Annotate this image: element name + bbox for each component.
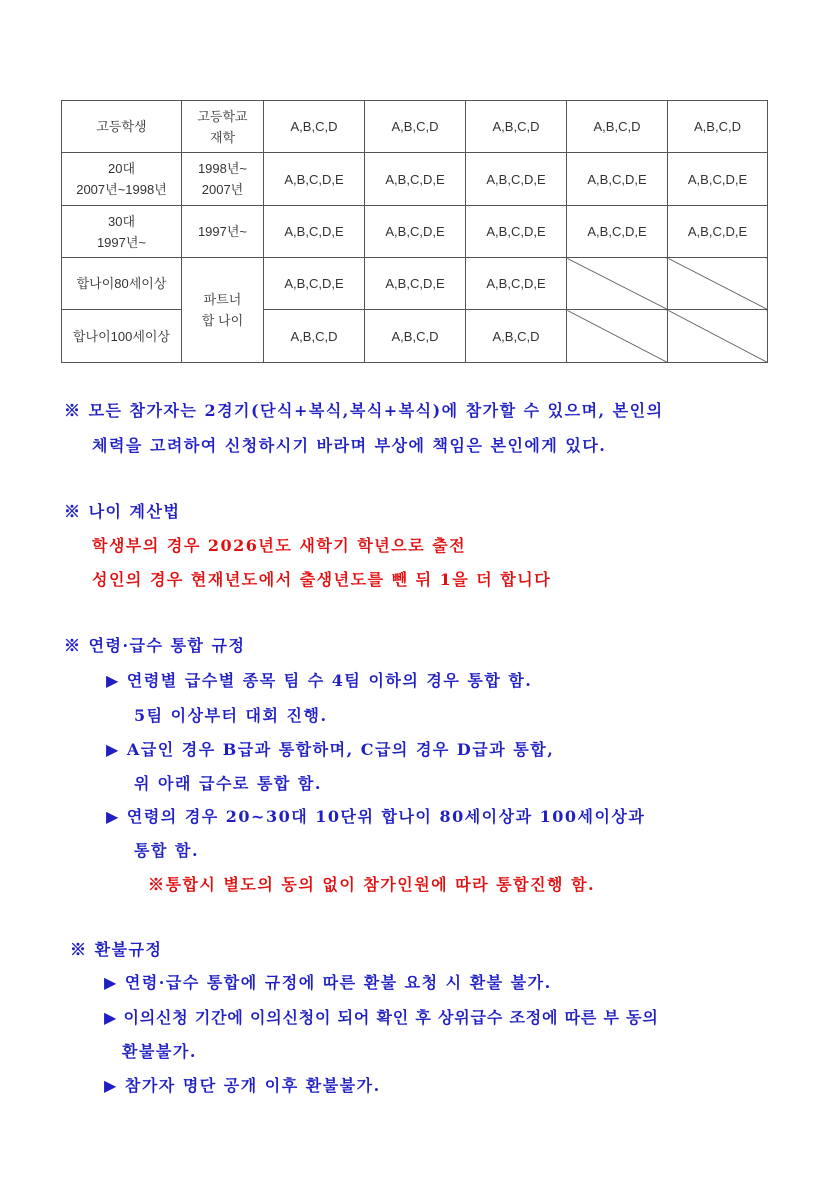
merge-rule-2-cont: 위 아래 급수로 통합 함.: [134, 774, 322, 793]
table-cell: A,B,C,D: [668, 101, 768, 153]
table-cell: A,B,C,D: [365, 101, 466, 153]
age-calc-adult: 성인의 경우 현재년도에서 출생년도를 뺀 뒤 1을 더 합니다: [92, 570, 552, 589]
table-row: [62, 206, 768, 258]
empty-diagonal-cell: [668, 258, 768, 310]
refund-rule-1: ▶ 연령·급수 통합에 규정에 따른 환불 요청 시 환불 불가.: [104, 973, 552, 992]
table-cell: A,B,C,D: [264, 101, 365, 153]
empty-diagonal-cell: [668, 310, 768, 363]
table-cell: A,B,C,D,E: [365, 206, 466, 258]
table-row: [62, 101, 768, 153]
participation-notice-line1: ※ 모든 참가자는 2경기(단식+복식,복식+복식)에 참가할 수 있으며, 본인의: [64, 401, 664, 420]
table-cell: A,B,C,D,E: [264, 258, 365, 310]
row-label: 30대 1997년~: [62, 206, 182, 258]
merge-rule-1-cont: 5팀 이상부터 대회 진행.: [134, 706, 328, 725]
partner-age-label: 파트너 합 나이: [182, 258, 264, 363]
merge-rule-3-cont: 통합 함.: [134, 841, 200, 860]
table-cell: A,B,C,D,E: [567, 206, 668, 258]
division-table: [61, 100, 768, 363]
table-row: [62, 310, 768, 363]
table-cell: A,B,C,D,E: [567, 153, 668, 206]
age-calc-title: ※ 나이 계산법: [64, 502, 181, 521]
table-cell: A,B,C,D,E: [365, 153, 466, 206]
row-label: 고등학생: [62, 101, 182, 153]
merge-rules-title: ※ 연령·급수 통합 규정: [64, 636, 246, 655]
table-cell: A,B,C,D,E: [668, 153, 768, 206]
table-row: [62, 258, 768, 310]
row-sub-label: 고등학교 재학: [182, 101, 264, 153]
table-cell: A,B,C,D: [264, 310, 365, 363]
row-label: 20대 2007년~1998년: [62, 153, 182, 206]
age-calc-student: 학생부의 경우 2026년도 새학기 학년으로 출전: [92, 536, 467, 555]
table-cell: A,B,C,D,E: [466, 153, 567, 206]
merge-rule-note: ※통합시 별도의 동의 없이 참가인원에 따라 통합진행 함.: [148, 875, 596, 894]
refund-rule-3: ▶ 참가자 명단 공개 이후 환불불가.: [104, 1076, 381, 1095]
table-cell: A,B,C,D,E: [668, 206, 768, 258]
refund-title: ※ 환불규정: [70, 940, 163, 959]
merge-rule-2: ▶ A급인 경우 B급과 통합하며, C급의 경우 D급과 통합,: [106, 740, 555, 759]
table-cell: A,B,C,D,E: [264, 153, 365, 206]
table-cell: A,B,C,D,E: [365, 258, 466, 310]
refund-rule-2-cont: 환불불가.: [122, 1042, 197, 1061]
empty-diagonal-cell: [567, 310, 668, 363]
participation-notice-line2: 체력을 고려하여 신청하시기 바라며 부상에 책임은 본인에게 있다.: [92, 436, 607, 455]
row-label: 합나이100세이상: [62, 310, 182, 363]
table-cell: A,B,C,D,E: [466, 258, 567, 310]
merge-rule-1: ▶ 연령별 급수별 종목 팀 수 4팀 이하의 경우 통합 함.: [106, 671, 533, 690]
table-cell: A,B,C,D: [466, 101, 567, 153]
empty-diagonal-cell: [567, 258, 668, 310]
table-cell: A,B,C,D,E: [466, 206, 567, 258]
row-sub-label: 1997년~: [182, 206, 264, 258]
table-cell: A,B,C,D,E: [264, 206, 365, 258]
row-sub-label: 1998년~ 2007년: [182, 153, 264, 206]
table-cell: A,B,C,D: [365, 310, 466, 363]
row-label: 합나이80세이상: [62, 258, 182, 310]
merge-rule-3: ▶ 연령의 경우 20~30대 10단위 합나이 80세이상과 100세이상과: [106, 807, 646, 826]
table-cell: A,B,C,D: [466, 310, 567, 363]
refund-rule-2: ▶ 이의신청 기간에 이의신청이 되어 확인 후 상위급수 조정에 따른 부 동의: [104, 1008, 659, 1027]
table-cell: A,B,C,D: [567, 101, 668, 153]
table-row: [62, 153, 768, 206]
